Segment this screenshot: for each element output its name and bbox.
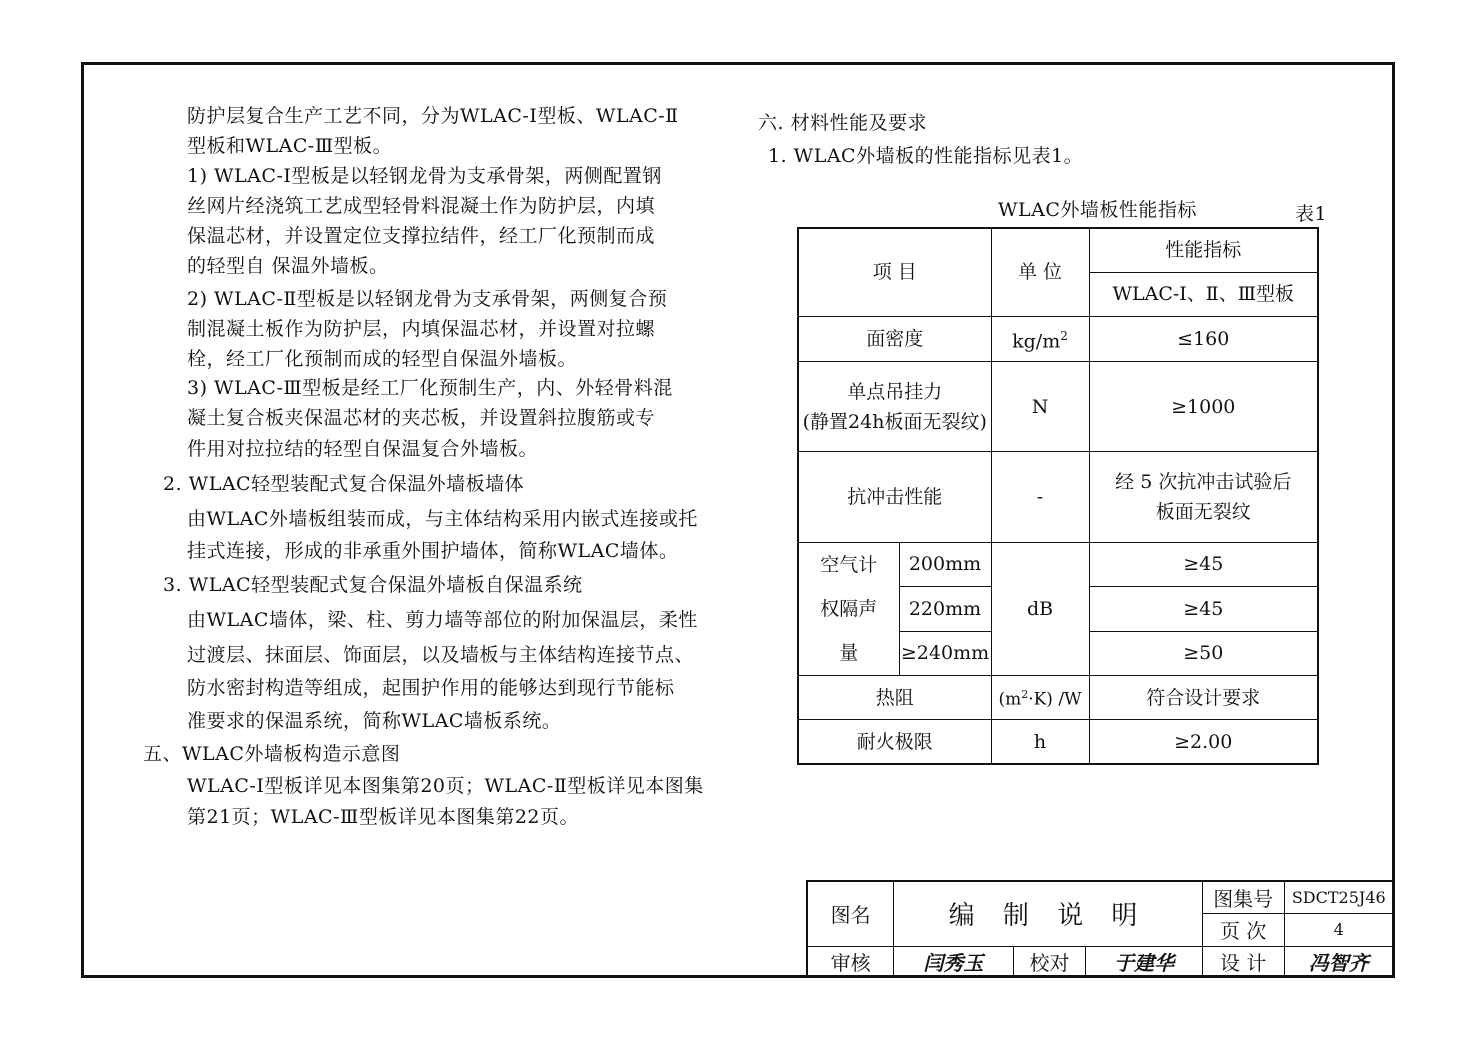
row-thermal-unit: $(m^2\cdot K)$ /W [991,676,1089,720]
text-line: 丝网片经浇筑工艺成型轻骨料混凝土作为防护层，内填 [187,195,656,217]
row-sound-unit: dB [991,542,1089,675]
row-thermal-value: 符合设计要求 [1089,676,1318,720]
performance-table [797,227,1319,765]
text-line: 挂式连接，形成的非承重外围护墙体，简称WLAC墙体。 [187,540,679,562]
check-signature: 于建华 [1086,946,1203,977]
review-signature: 闫秀玉 [894,946,1013,977]
row-area-density-item: 面密度 [798,316,991,361]
text-line: 的轻型自 保温外墙板。 [187,255,389,277]
text-line: 保温芯材，并设置定位支撑拉结件，经工厂化预制而成 [187,225,656,247]
design-signature: 冯智齐 [1284,946,1394,977]
table-title: WLAC外墙板性能指标 [998,199,1197,221]
row-fire-unit: h [991,720,1089,764]
text-line: 由WLAC墙体，梁、柱、剪力墙等部位的附加保温层，柔性 [187,609,698,631]
header-types: WLAC-Ⅰ、Ⅱ、Ⅲ型板 [1089,272,1318,316]
title-block [806,880,1395,978]
text-line: 3) WLAC-Ⅲ型板是经工厂化预制生产，内、外轻骨料混 [187,377,673,399]
row-fire-value: ≥2.00 [1089,720,1318,764]
row-fire-item: 耐火极限 [798,720,991,764]
row-hanging-force-value: ≥1000 [1089,361,1318,451]
text-line: 第21页；WLAC-Ⅲ型板详见本图集第22页。 [187,806,580,828]
row-thermal-item: 热阻 [798,676,991,720]
check-label: 校对 [1013,946,1086,977]
text-line: 防护层复合生产工艺不同，分为WLAC-Ⅰ型板、WLAC-Ⅱ [187,105,679,127]
section-heading: 3. WLAC轻型装配式复合保温外墙板自保温系统 [163,574,583,596]
section-heading: 2. WLAC轻型装配式复合保温外墙板墙体 [163,473,525,495]
text-line: 1) WLAC-Ⅰ型板是以轻钢龙骨为支承骨架，两侧配置钢 [187,165,662,187]
text-line: 准要求的保温系统，简称WLAC墙板系统。 [187,710,562,732]
section-heading: 五、WLAC外墙板构造示意图 [143,743,401,765]
text-line: 防水密封构造等组成，起围护作用的能够达到现行节能标 [187,677,675,699]
text-line: 2) WLAC-Ⅱ型板是以轻钢龙骨为支承骨架，两侧复合预 [187,288,668,310]
row-impact-value: 经 5 次抗冲击试验后 板面无裂纹 [1089,452,1318,542]
row-impact-item: 抗冲击性能 [798,452,991,542]
row-area-density-unit: $kg/m^2$ [991,316,1089,361]
text-line: 件用对拉拉结的轻型自保温复合外墙板。 [187,438,539,460]
header-unit: 单 位 [991,228,1089,316]
atlas-number-label: 图集号 [1202,881,1284,914]
text-line: 凝土复合板夹保温芯材的夹芯板，并设置斜拉腹筋或专 [187,407,656,429]
row-hanging-force-item: 单点吊挂力 (静置24h板面无裂纹) [798,361,991,451]
table-number: 表1 [1295,203,1328,225]
row-sound-thickness: ≥240mm [899,631,991,676]
text-line: 由WLAC外墙板组装而成，与主体结构采用内嵌式连接或托 [187,508,698,530]
review-label: 审核 [807,946,894,977]
row-impact-unit: - [991,452,1089,542]
text-line: 型板和WLAC-Ⅲ型板。 [187,135,393,157]
header-item: 项 目 [798,228,991,316]
row-sound-value: ≥45 [1089,542,1318,586]
text-line: WLAC-Ⅰ型板详见本图集第20页；WLAC-Ⅱ型板详见本图集 [187,775,704,797]
drawing-name: 编 制 说 明 [894,881,1203,946]
design-label: 设 计 [1202,946,1284,977]
row-sound-item: 空气计 权隔声 量 [798,542,899,675]
page-label: 页 次 [1202,914,1284,947]
section-heading: 六. 材料性能及要求 [758,112,928,134]
row-hanging-force-unit: N [991,361,1089,451]
drawing-name-label: 图名 [807,881,894,946]
text-line: 栓，经工厂化预制而成的轻型自保温外墙板。 [187,348,578,370]
row-sound-value: ≥50 [1089,631,1318,676]
text-line: 制混凝土板作为防护层，内填保温芯材，并设置对拉螺 [187,318,656,340]
row-sound-value: ≥45 [1089,587,1318,631]
row-sound-thickness: 200mm [899,542,991,586]
text-line: 过渡层、抹面层、饰面层，以及墙板与主体结构连接节点、 [187,644,695,666]
text-line: 1. WLAC外墙板的性能指标见表1。 [768,145,1084,167]
atlas-number: SDCT25J46 [1284,881,1394,914]
header-performance: 性能指标 [1089,228,1318,272]
page-number: 4 [1284,914,1394,947]
row-sound-thickness: 220mm [899,587,991,631]
row-area-density-value: ≤160 [1089,316,1318,361]
